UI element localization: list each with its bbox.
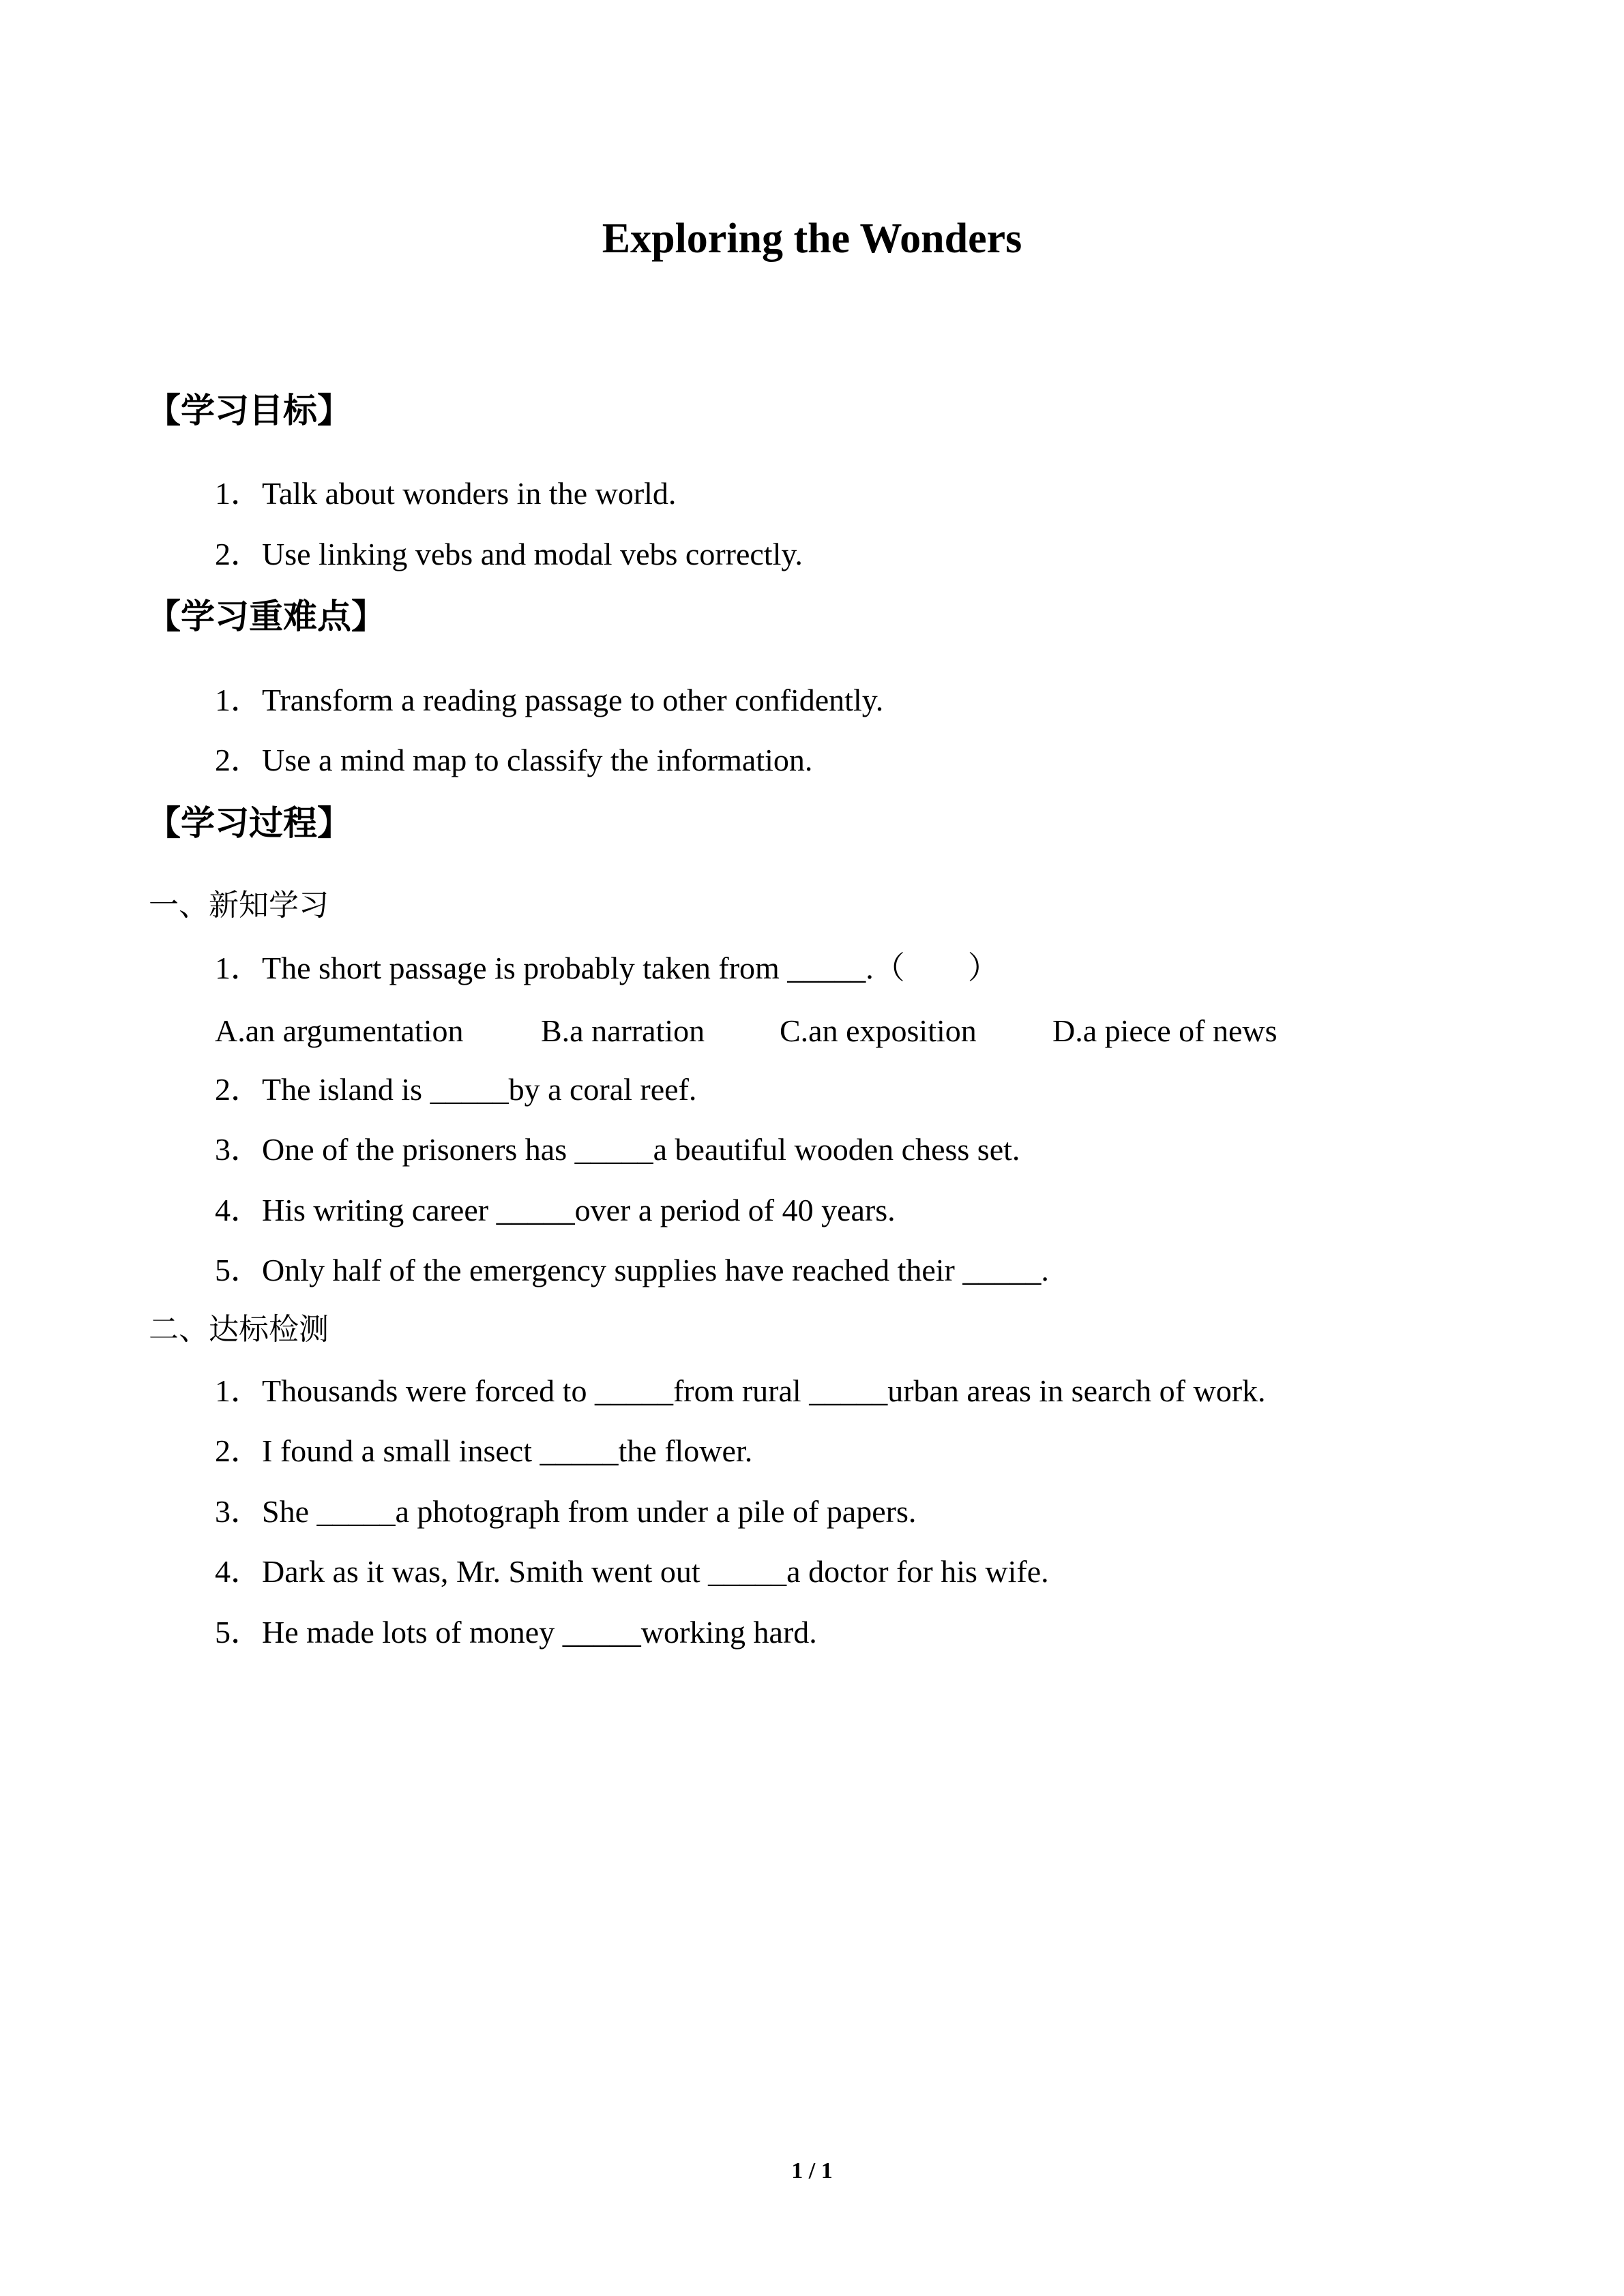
- part1-label: 一、新知学习: [149, 888, 329, 923]
- question-item: 4．His writing career _____over a period of 40 years.: [215, 1193, 896, 1227]
- part2-label: 二、达标检测: [149, 1312, 329, 1347]
- question-item: 2．I found a small insect _____the flower.: [215, 1433, 753, 1468]
- question-item: 1．Thousands were forced to _____from rural _____urban areas in search of work.: [215, 1373, 1266, 1408]
- question-item: 4．Dark as it was, Mr. Smith went out _____a doctor for his wife.: [215, 1554, 1049, 1589]
- objective-item: 1．Talk about wonders in the world.: [215, 476, 677, 511]
- page-number: 1 / 1: [791, 2158, 833, 2183]
- question-item: 5．He made lots of money _____working hard.: [215, 1615, 817, 1650]
- question-item: 2．The island is _____by a coral reef.: [215, 1072, 697, 1107]
- process-heading: 【学习过程】: [147, 803, 351, 843]
- question-item: 3．She _____a photograph from under a pile of papers.: [215, 1494, 917, 1529]
- option-a: A.an argumentation: [215, 1013, 464, 1048]
- question-item: 3．One of the prisoners has _____a beautiful wooden chess set.: [215, 1132, 1020, 1167]
- objectives-heading: 【学习目标】: [147, 391, 351, 430]
- option-d: D.a piece of news: [1052, 1013, 1278, 1048]
- option-b: B.a narration: [541, 1013, 705, 1048]
- key-point-item: 1．Transform a reading passage to other confidently.: [215, 683, 884, 717]
- key-point-item: 2．Use a mind map to classify the information.: [215, 743, 813, 777]
- question-item: 1．The short passage is probably taken from _____.（ ）: [215, 951, 999, 985]
- document-title: Exploring the Wonders: [602, 215, 1022, 262]
- option-c: C.an exposition: [780, 1013, 977, 1048]
- key-points-heading: 【学习重难点】: [147, 597, 385, 636]
- question-item: 5．Only half of the emergency supplies have reached their _____.: [215, 1253, 1049, 1287]
- objective-item: 2．Use linking vebs and modal vebs correctly.: [215, 537, 803, 571]
